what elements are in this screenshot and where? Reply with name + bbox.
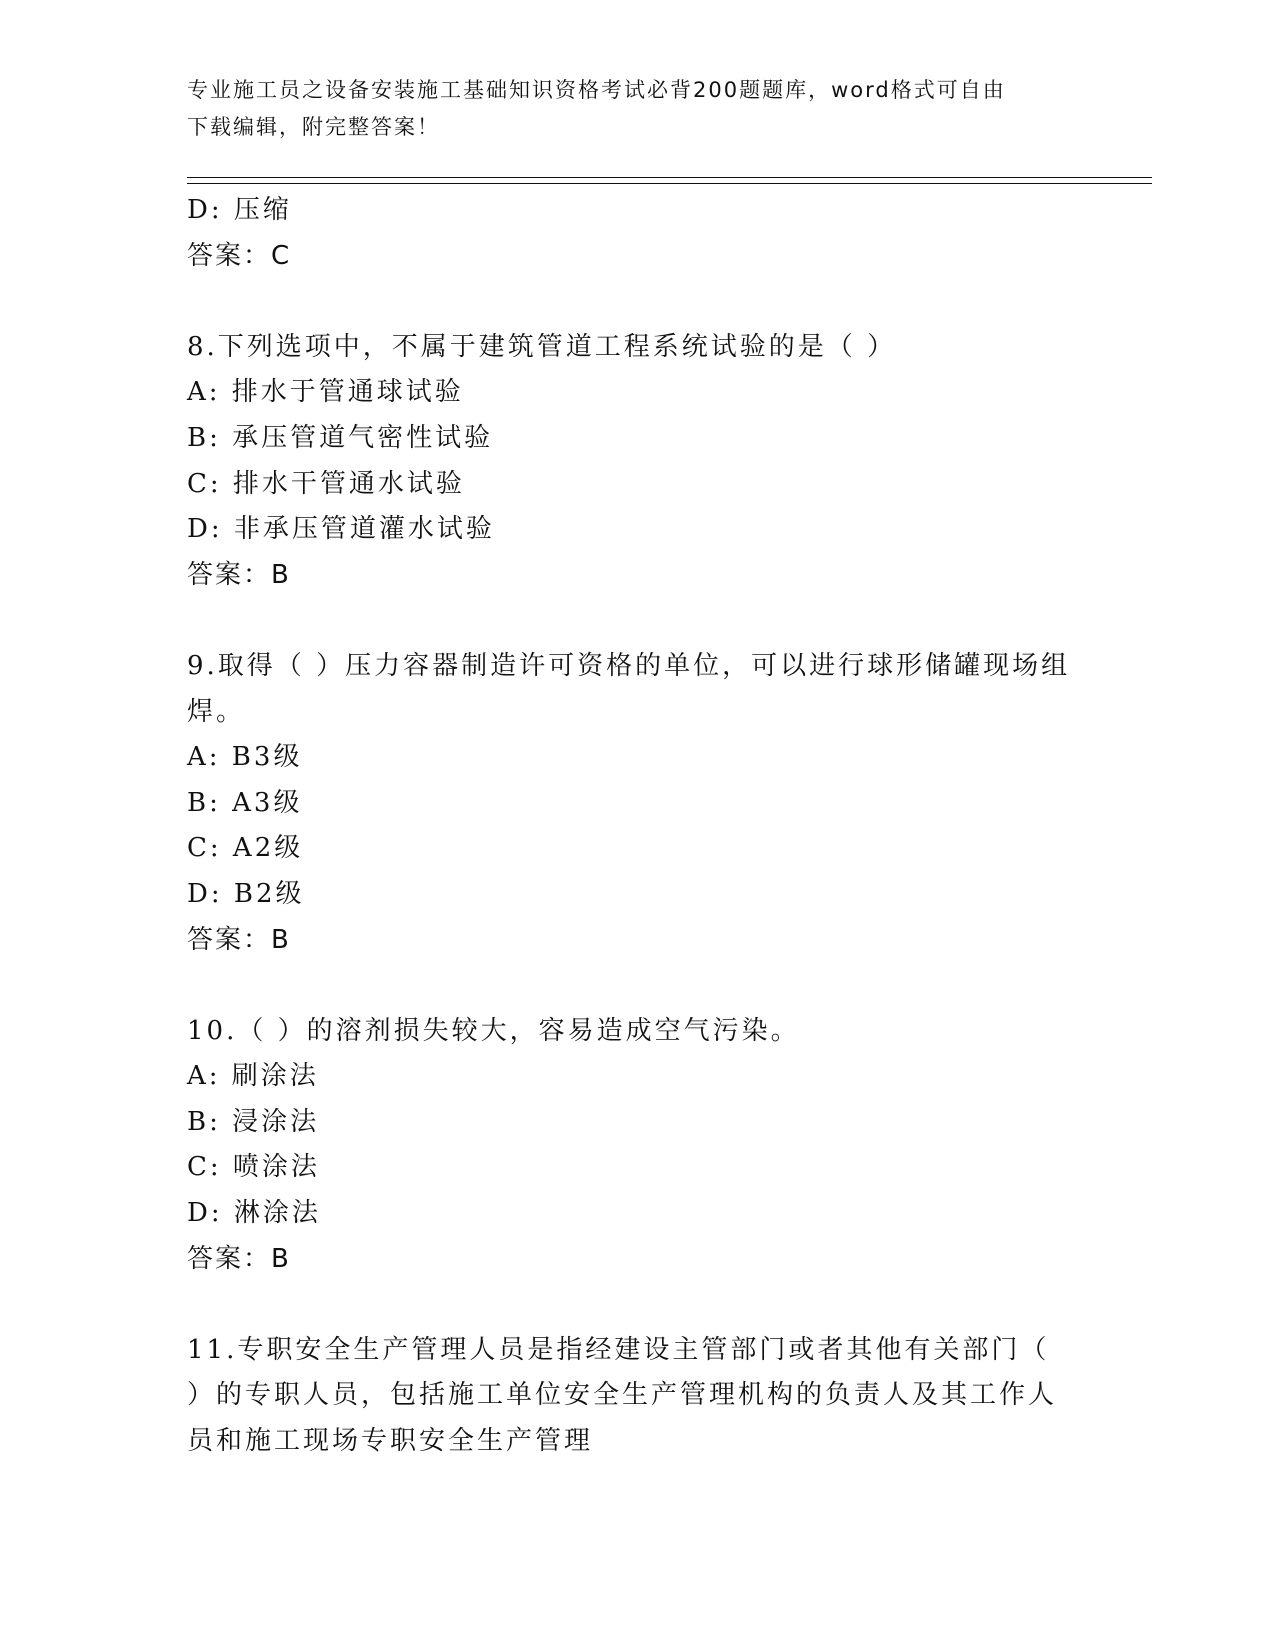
- answer: 答案：B: [187, 559, 291, 590]
- option-b: B: A3级: [187, 787, 303, 818]
- question-stem-cont: 员和施工现场专职安全生产管理: [187, 1426, 594, 1457]
- question-stem: 8.下列选项中，不属于建筑管道工程系统试验的是（ ）: [187, 331, 897, 362]
- option-c: C: 排水干管通水试验: [187, 468, 465, 499]
- option-c: C: A2级: [187, 833, 304, 864]
- prev-option-d: D: 压缩: [187, 195, 292, 225]
- header-line-1: 专业施工员之设备安装施工基础知识资格考试必背200题题库，word格式可自由: [187, 78, 1006, 102]
- header-line-2: 下载编辑，附完整答案！: [187, 115, 440, 139]
- question-11: [187, 1328, 1087, 1465]
- option-a: A: 排水于管通球试验: [187, 377, 464, 408]
- document-header: [187, 72, 1067, 146]
- question-stem: 9.取得（ ）压力容器制造许可资格的单位，可以进行球形储罐现场组: [187, 650, 1071, 681]
- question-8: [187, 325, 1087, 599]
- question-9: [187, 644, 1087, 963]
- option-b: B: 承压管道气密性试验: [187, 422, 494, 453]
- question-10: [187, 1009, 1087, 1283]
- answer: 答案：B: [187, 1243, 291, 1274]
- question-stem-cont: ）的专职人员，包括施工单位安全生产管理机构的负责人及其工作人: [187, 1380, 1058, 1411]
- question-stem: 11.专职安全生产管理人员是指经建设主管部门或者其他有关部门（: [187, 1334, 1050, 1365]
- spacer: [187, 1282, 1087, 1328]
- question-content: [187, 188, 1087, 1465]
- option-d: D: 非承压管道灌水试验: [187, 514, 495, 545]
- option-d: D: 淋涂法: [187, 1198, 321, 1229]
- answer: 答案：B: [187, 924, 291, 955]
- spacer: [187, 279, 1087, 325]
- question-stem-cont: 焊。: [187, 696, 246, 727]
- option-c: C: 喷涂法: [187, 1152, 320, 1183]
- option-d: D: B2级: [187, 878, 305, 909]
- header-rule-top: [187, 177, 1152, 178]
- header-rule-bottom: [187, 183, 1152, 184]
- option-b: B: 浸涂法: [187, 1106, 320, 1137]
- option-a: A: B3级: [187, 742, 303, 773]
- spacer: [187, 598, 1087, 644]
- spacer: [187, 963, 1087, 1009]
- prev-answer: 答案：C: [187, 240, 292, 271]
- question-stem: 10.（ ）的溶剂损失较大，容易造成空气污染。: [187, 1015, 800, 1046]
- option-a: A: 刷涂法: [187, 1061, 319, 1092]
